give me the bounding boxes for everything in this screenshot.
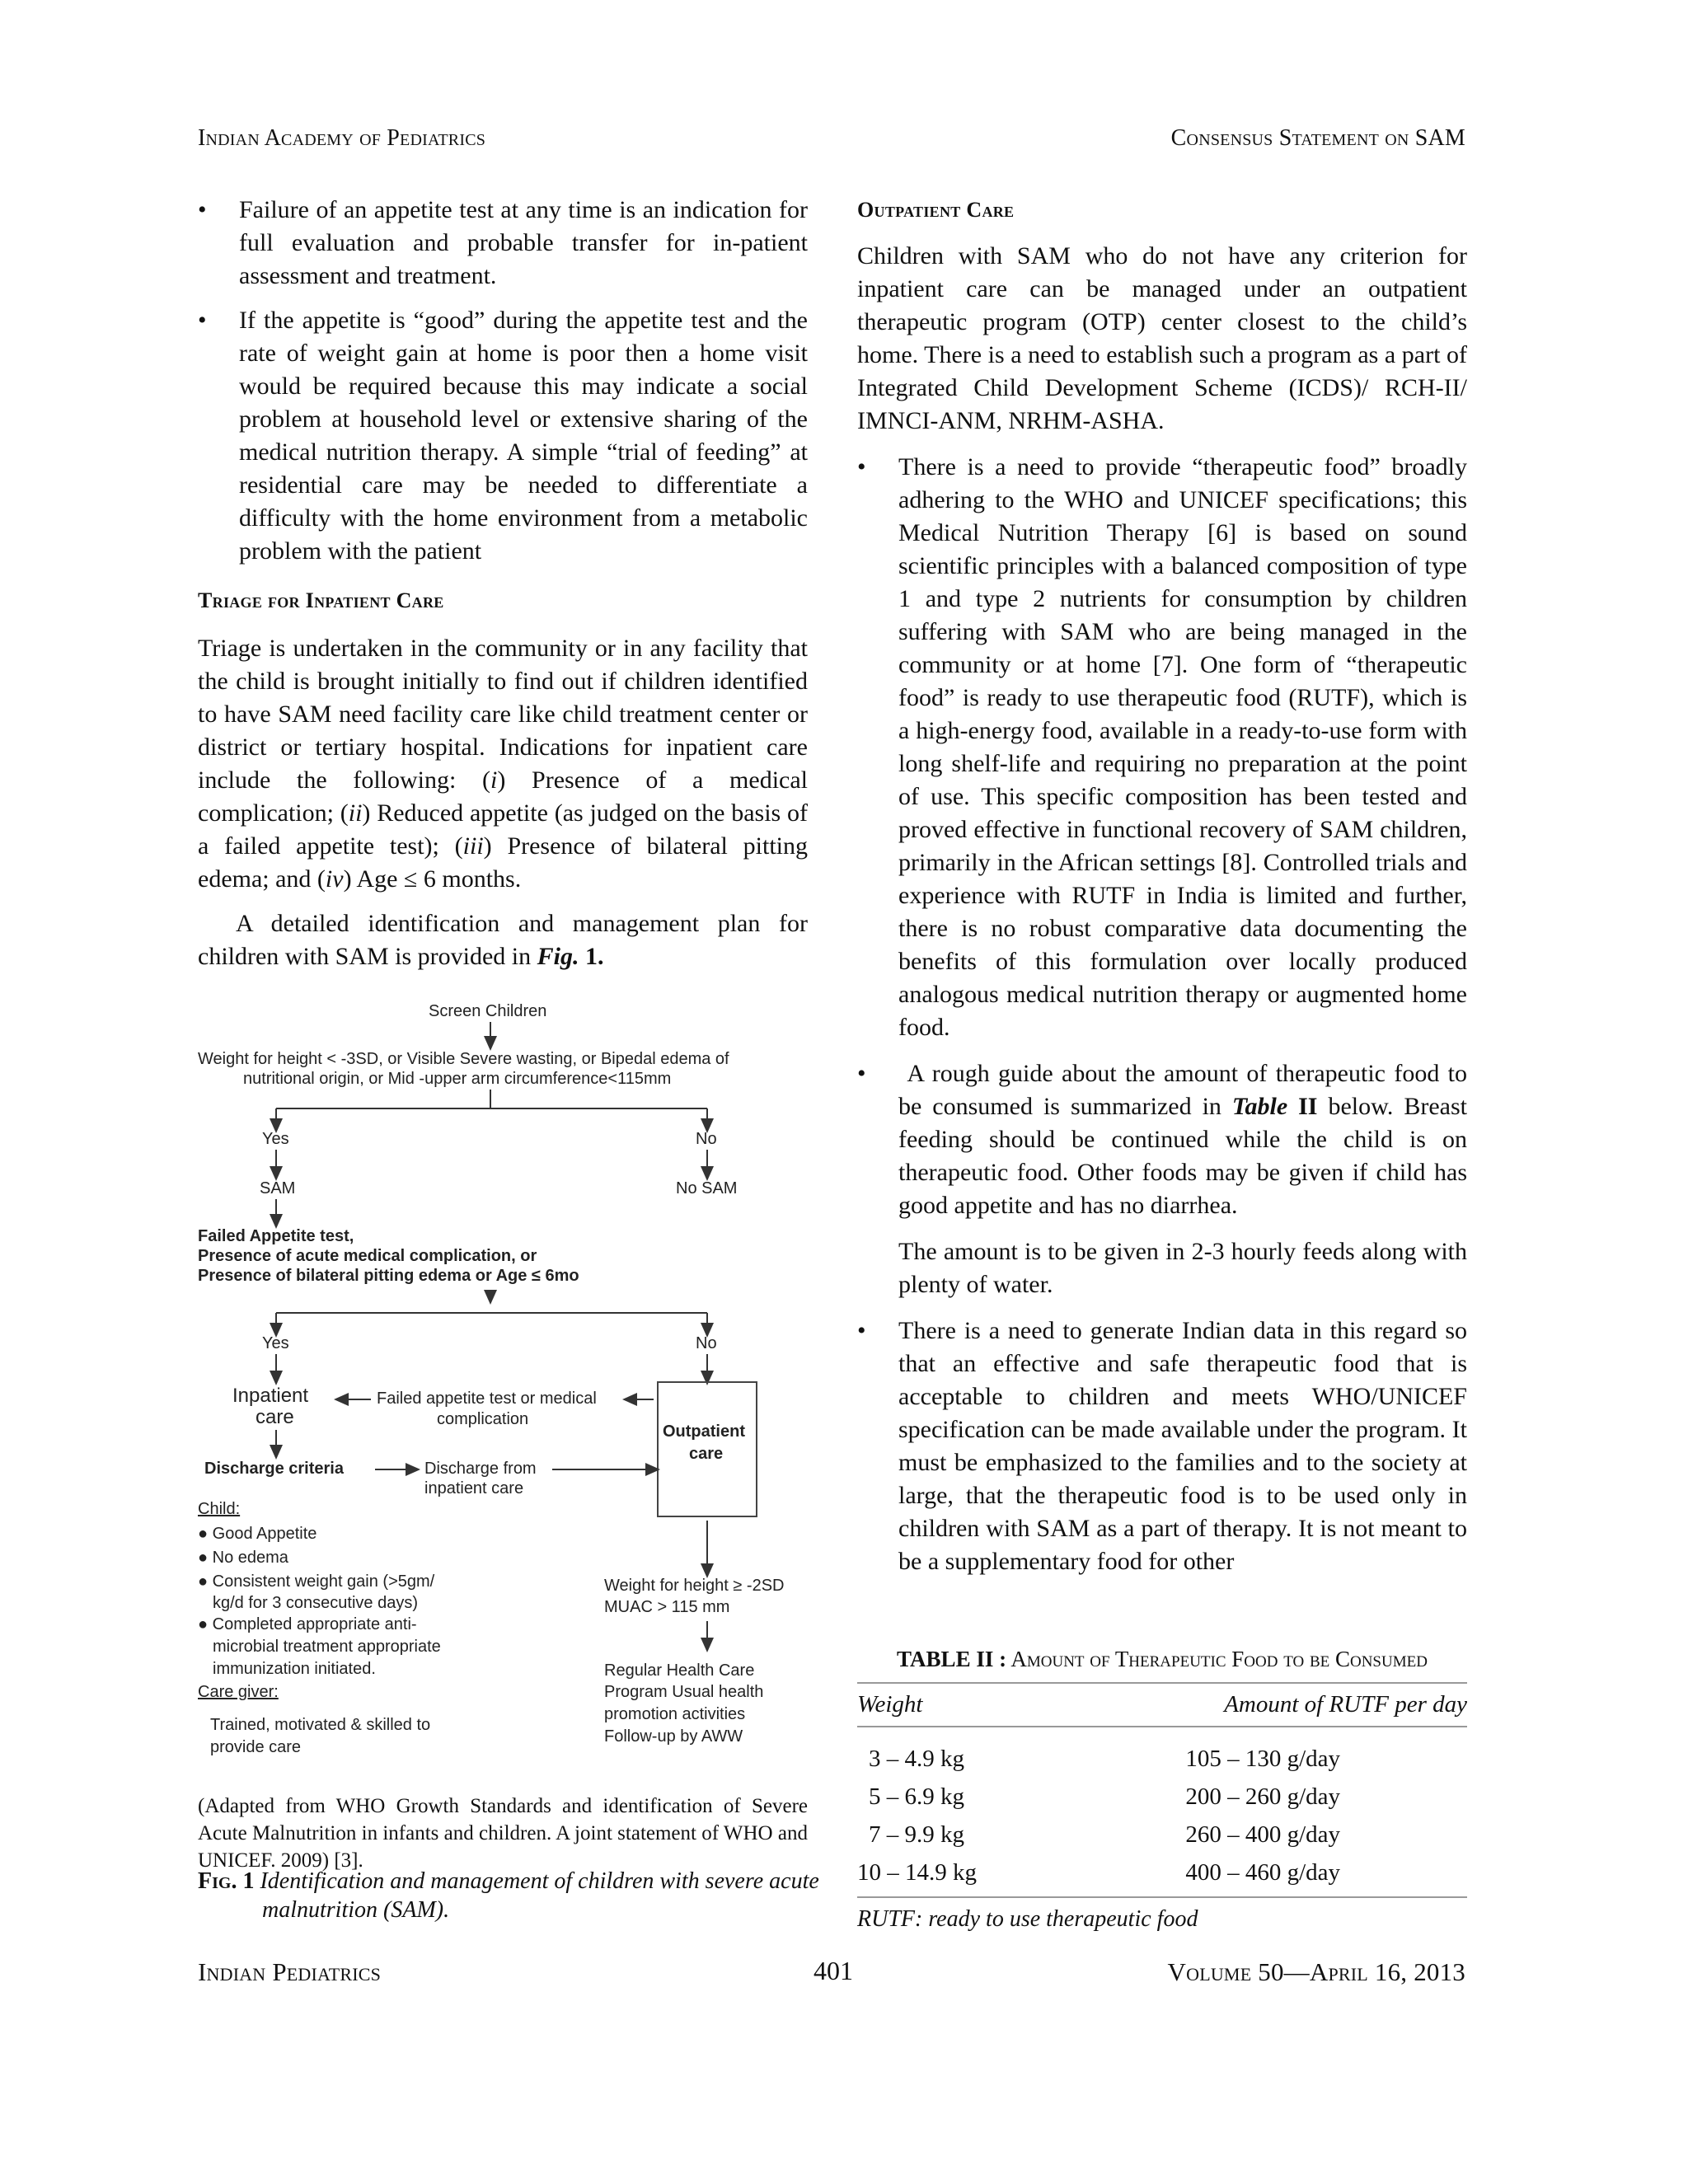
table-row [857, 1854, 1467, 1891]
bullet-dot-icon: ● [198, 1549, 213, 1567]
bullet-subparagraph: The amount is to be given in 2-3 hourly feeds along with plenty of water. [898, 1238, 1467, 1298]
flow-discharge-criteria: Discharge criteria [204, 1460, 344, 1478]
flow-failed-line1: Failed appetite test or medical [377, 1390, 597, 1408]
table-row [857, 1740, 1467, 1778]
bullet-dot-icon: ● [198, 1525, 213, 1543]
figure-source: (Adapted from WHO Growth Standards and identification of Severe Acute Malnutrition in infants and children. A joint statement of WHO and UNICEF. 2009) [3]. [198, 1795, 808, 1872]
flow-outpatient-line1: Outpatient [663, 1422, 745, 1441]
flow-regular-line2: Program Usual health [604, 1683, 764, 1701]
bullet-text: If the appetite is “good” during the appetite test and the rate of weight gain at home is poor then a home visit would be required because this may indicate a social problem at household level or extensive sharing of the medical nutrition therapy. A simple “trial of feeding” at residential care may be needed to differentiate a difficulty with the home environment from a metabolic problem with the patient [239, 307, 808, 565]
flow-appetite-line1: Failed Appetite test, [198, 1227, 354, 1245]
flow-inpatient-line2: care [256, 1406, 294, 1428]
flow-caregiver-line2: provide care [210, 1738, 302, 1756]
flow-caregiver-line1: Trained, motivated & skilled to [210, 1716, 431, 1734]
bullet-text: There is a need to provide “therapeutic food” broadly adhering to the WHO and UNICEF specifications; this Medical Nutrition Therapy [6] is based on sound scientific principles with a balanced composition of type 1 and type 2 nutrients for consumption by children suffering with SAM who are being managed in the community or at home [7]. One form of “therapeutic food” is ready to use therapeutic food (RUTF), which is a high-energy food, available in a ready-to-use form with long shelf-life and requiring no preparation at the point of use. This specific composition has been tested and proved effective in functional recovery of SAM children, primarily in the African settings [8]. Controlled trials and experience with RUTF in India is limited and further, there is no robust comparative data documenting the benefits of this formulation over locally produced analogous medical nutrition therapy or augmented home food. [898, 453, 1467, 1041]
flow-yes-2: Yes [262, 1334, 289, 1352]
table-row [857, 1778, 1467, 1816]
table-cell-amount: 260 – 400 g/day [1185, 1821, 1341, 1848]
flow-child-item: ● No edema [198, 1549, 288, 1567]
flow-caregiver-label: Care giver: [198, 1683, 279, 1701]
bullet-dot-icon: ● [198, 1572, 213, 1591]
flow-discharge-from-line2: inpatient care [424, 1479, 524, 1497]
flow-regular-line3: promotion activities [604, 1705, 746, 1723]
table-cell-weight: 5 – 6.9 kg [869, 1783, 964, 1810]
flow-child-label: Child: [198, 1500, 241, 1518]
bullet-dot-icon: • [857, 1317, 866, 1344]
table-title: TABLE II : Amount of Therapeutic Food to be Consumed [897, 1647, 1428, 1671]
triage-paragraph: Triage is undertaken in the community or in any facility that the child is brought initially to find out if children identified to have SAM need facility care like child treatment center or district or tertiary hospital. Indications for inpatient care include the following: (i) Presence of a medical complication; (ii) Reduced appetite (as judged on the basis of a failed appetite test); (iii) Presence of bilateral pitting edema; and (iv) Age ≤ 6 months. [198, 635, 809, 893]
triage-heading: Triage for Inpatient Care [198, 588, 444, 612]
flow-sam: SAM [260, 1179, 296, 1197]
flow-appetite-line2: Presence of acute medical complication, or [198, 1247, 537, 1265]
flow-regular-line1: Regular Health Care [604, 1661, 755, 1680]
bullet-dot-icon: • [198, 196, 207, 223]
flow-outpatient-line2: care [689, 1445, 724, 1463]
table-header-amount: Amount of RUTF per day [1224, 1691, 1467, 1718]
table-header-weight: Weight [857, 1691, 923, 1718]
bullet-dot-icon: • [857, 453, 866, 480]
table-reference: Table [1231, 1093, 1288, 1120]
bullet-text: There is a need to generate Indian data in this regard so that an effective and safe therapeutic food that is acceptable to children and meets WHO/UNICEF specification can be made available under the program. It must be emphasized to the families and to the society at large, that the therapeutic food is to be used only in children with SAM as a part of therapy. It is not meant to be a supplementary food for other [898, 1317, 1467, 1575]
outpatient-heading: Outpatient Care [857, 198, 1015, 222]
flow-yes-1: Yes [262, 1130, 289, 1148]
table-footnote: RUTF: ready to use therapeutic food [857, 1906, 1198, 1932]
table-cell-amount: 105 – 130 g/day [1185, 1745, 1341, 1772]
table-cell-weight: 7 – 9.9 kg [869, 1821, 964, 1848]
table-cell-amount: 400 – 460 g/day [1185, 1858, 1341, 1886]
bullet-text: Failure of an appetite test at any time is an indication for full evaluation and probable transfer for in-patient assessment and treatment. [239, 196, 808, 289]
bullet-item [857, 1315, 1467, 1578]
running-header-left: Indian Academy of Pediatrics [198, 125, 486, 151]
bullet-dot-icon: • [857, 1060, 866, 1087]
table-header-row [857, 1684, 1467, 1727]
left-column [198, 194, 808, 973]
flow-appetite-line3: Presence of bilateral pitting edema or Age ≤ 6mo [198, 1267, 579, 1285]
plan-paragraph: A detailed identification and management plan for children with SAM is provided in Fig. 1. [198, 910, 808, 970]
flow-weight-line2: MUAC > 115 mm [604, 1598, 730, 1616]
page-number: 401 [814, 1956, 853, 1985]
flow-child-item: ● Good Appetite [198, 1525, 317, 1543]
flow-child-item-cont: microbial treatment appropriate [213, 1638, 441, 1656]
outpatient-paragraph: Children with SAM who do not have any criterion for inpatient care can be managed under an outpatient therapeutic program (OTP) center closest to the child’s home. There is a need to establish such a program as a part of Integrated Child Development Scheme (ICDS)/ RCH-II/ IMNCI-ANM, NRHM-ASHA. [857, 242, 1467, 434]
running-footer-right: Volume 50—April 16, 2013 [1167, 1957, 1465, 1986]
running-footer-left: Indian Pediatrics [198, 1957, 382, 1986]
flow-screen-children: Screen Children [429, 1002, 547, 1020]
table-cell-weight: 3 – 4.9 kg [869, 1745, 964, 1772]
flow-no-1: No [696, 1130, 717, 1148]
right-column [857, 194, 1467, 1590]
bullet-text: A rough guide about the amount of therapeutic food to be consumed is summarized in Table II below. Breast feeding should be continued while the child is on therapeutic food. Other foods may be given if child has good appetite and has no diarrhea. [898, 1060, 1468, 1219]
figure-caption-label: Fig. 1 [198, 1868, 255, 1894]
table-cell-amount: 200 – 260 g/day [1185, 1783, 1341, 1810]
bullet-item [198, 304, 808, 568]
running-header-right: Consensus Statement on SAM [1170, 125, 1465, 151]
flow-child-item: ● Consistent weight gain (>5gm/ [198, 1572, 435, 1591]
flow-child-item: ● Completed appropriate anti- [198, 1615, 417, 1633]
table-body [857, 1684, 1467, 1891]
flow-inpatient-line1: Inpatient [232, 1385, 309, 1407]
flow-criteria-line2: nutritional origin, or Mid -upper arm circumference<115mm [243, 1070, 672, 1088]
flow-weight-line1: Weight for height ≥ -2SD [604, 1577, 785, 1595]
bullet-dot-icon: • [198, 307, 207, 334]
figure-caption [198, 1867, 872, 1924]
flow-failed-line2: complication [437, 1410, 529, 1428]
flow-regular-line4: Follow-up by AWW [604, 1727, 743, 1746]
bullet-item [857, 451, 1467, 1044]
flow-no-sam: No SAM [676, 1179, 738, 1197]
flow-child-item-cont: immunization initiated. [213, 1660, 376, 1678]
figure-reference: Fig. [537, 943, 579, 970]
bullet-item [857, 1057, 1467, 1301]
flow-criteria-line1: Weight for height < -3SD, or Visible Severe wasting, or Bipedal edema of [198, 1050, 729, 1068]
table-cell-weight: 10 – 14.9 kg [857, 1858, 977, 1886]
figure-1-flowchart [198, 1001, 824, 1780]
table-row [857, 1816, 1467, 1854]
figure-caption-text: Identification and management of children with severe acute malnutrition (SAM). [260, 1868, 819, 1923]
flow-child-item-cont: kg/d for 3 consecutive days) [213, 1594, 419, 1612]
flow-discharge-from-line1: Discharge from [424, 1460, 537, 1478]
bullet-item [198, 194, 808, 293]
table-ii [857, 1647, 1467, 1933]
flow-no-2: No [696, 1334, 717, 1352]
bullet-dot-icon: ● [198, 1615, 213, 1633]
